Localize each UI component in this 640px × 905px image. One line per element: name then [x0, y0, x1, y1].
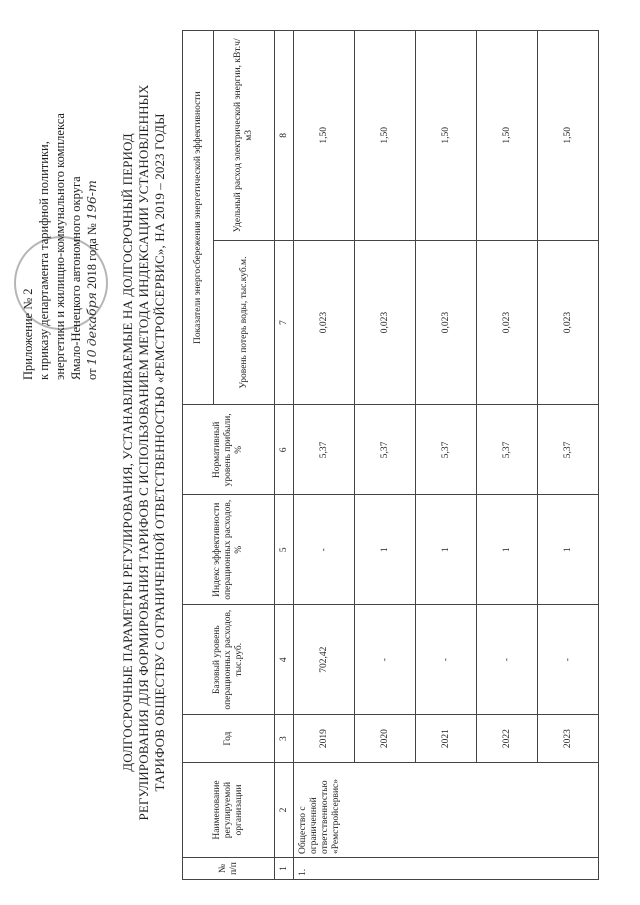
cell-profit: 5,37	[355, 405, 416, 495]
col-number: 4	[275, 605, 294, 715]
cell-power: 1,50	[477, 31, 538, 241]
cell-base: 702,42	[294, 605, 355, 715]
parameters-table	[182, 30, 599, 880]
date-day-handwritten: 10	[84, 349, 99, 366]
cell-profit: 5,37	[477, 405, 538, 495]
row-index: 1.	[294, 858, 599, 880]
cell-loss: 0,023	[416, 240, 477, 405]
title-line-2: РЕГУЛИРОВАНИЯ ДЛЯ ФОРМИРОВАНИЯ ТАРИФОВ С ИСПОЛЬЗОВАНИЕМ МЕТОДА ИНДЕКСАЦИИ УСТАНОВЛЕННЫХ	[136, 84, 151, 821]
header-row	[183, 31, 214, 880]
col-number: 3	[275, 715, 294, 763]
cell-loss: 0,023	[477, 240, 538, 405]
cell-power: 1,50	[294, 31, 355, 241]
header-org: Наименование регулируемой организации	[183, 763, 275, 858]
cell-power: 1,50	[355, 31, 416, 241]
cell-base: -	[416, 605, 477, 715]
order-number-handwritten: 196-т	[84, 180, 99, 221]
document-title	[120, 30, 168, 875]
date-year: 2018 года №	[85, 223, 99, 289]
date-month-handwritten: декабря	[84, 292, 99, 347]
cell-year: 2020	[355, 715, 416, 763]
cell-year: 2022	[477, 715, 538, 763]
col-number: 5	[275, 495, 294, 605]
cell-eff: -	[294, 495, 355, 605]
header-profit: Нормативный уровень прибыли, %	[183, 405, 275, 495]
org-name: Общество с ограниченной ответственностью «Ремстройсервис»	[294, 763, 599, 858]
header-energy-group: Показатели энергосбережения энергетической эффективности	[183, 31, 214, 405]
table-row	[294, 31, 355, 880]
cell-year: 2021	[416, 715, 477, 763]
cell-eff: 1	[477, 495, 538, 605]
cell-eff: 1	[355, 495, 416, 605]
cell-base: -	[477, 605, 538, 715]
col-number: 1	[275, 858, 294, 880]
appendix-line-2: к приказу департамента тарифной политики,	[37, 141, 51, 380]
appendix-line-4: Ямало-Ненецкого автономного округа	[69, 176, 83, 380]
header-base: Базовый уровень операционных расходов, тыс.руб.	[183, 605, 275, 715]
cell-base: -	[355, 605, 416, 715]
cell-year: 2023	[538, 715, 599, 763]
cell-base: -	[538, 605, 599, 715]
col-number: 8	[275, 31, 294, 241]
cell-power: 1,50	[416, 31, 477, 241]
col-number: 7	[275, 240, 294, 405]
col-number: 6	[275, 405, 294, 495]
rotated-content	[10, 10, 630, 890]
title-line-3: ТАРИФОВ ОБЩЕСТВУ С ОГРАНИЧЕННОЙ ОТВЕТСТВЕННОСТЬЮ «РЕМСТРОЙСЕРВИС», НА 2019 – 2023 ГОДЫ	[152, 113, 167, 792]
appendix-line-3: энергетики и жилищно-коммунального комплекса	[53, 113, 67, 380]
cell-profit: 5,37	[538, 405, 599, 495]
cell-year: 2019	[294, 715, 355, 763]
appendix-line-1: Приложение № 2	[21, 288, 35, 380]
table-row	[538, 31, 599, 880]
cell-power: 1,50	[538, 31, 599, 241]
header-no: № п/п	[183, 858, 275, 880]
cell-eff: 1	[538, 495, 599, 605]
header-power: Удельный расход электрической энергии, кВт.ч/м3	[214, 31, 275, 241]
header-loss: Уровень потерь воды, тыс.куб.м.	[214, 240, 275, 405]
title-line-1: ДОЛГОСРОЧНЫЕ ПАРАМЕТРЫ РЕГУЛИРОВАНИЯ, УСТАНАВЛИВАЕМЫЕ НА ДОЛГОСРОЧНЫЙ ПЕРИОД	[120, 133, 135, 772]
header-year: Год	[183, 715, 275, 763]
col-number: 2	[275, 763, 294, 858]
column-number-row	[275, 31, 294, 880]
date-prefix: от	[85, 368, 99, 380]
header-eff: Индекс эффективности операционных расходов, %	[183, 495, 275, 605]
cell-loss: 0,023	[294, 240, 355, 405]
appendix-line-5	[84, 20, 100, 380]
table-row	[355, 31, 416, 880]
cell-profit: 5,37	[416, 405, 477, 495]
cell-loss: 0,023	[538, 240, 599, 405]
cell-loss: 0,023	[355, 240, 416, 405]
cell-eff: 1	[416, 495, 477, 605]
cell-profit: 5,37	[294, 405, 355, 495]
table-row	[416, 31, 477, 880]
appendix-block	[20, 20, 100, 380]
table-row	[477, 31, 538, 880]
